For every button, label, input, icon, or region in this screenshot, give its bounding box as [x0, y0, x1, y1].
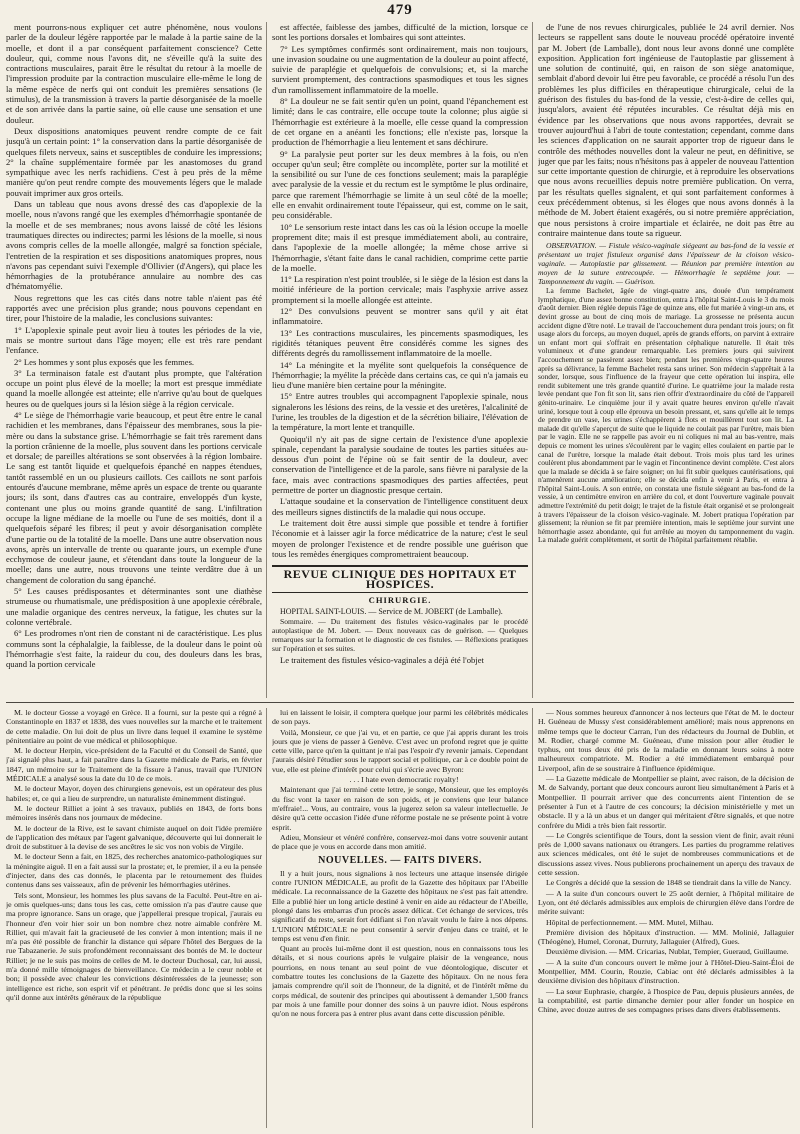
paragraph: Première division des hôpitaux d'instruction. — MM. Molinié, Jallaguier (Théogène), Humel, Coronat, Durruty, Jallaguier (Alfred), Gues. [538, 927, 794, 947]
paragraph: — Nous sommes heureux d'annoncer à nos lecteurs que l'état de M. le docteur H. Guéneau de Mussy s'est considérablement amélioré; mais nous apprenons en même temps que le docteur Carran, l'un des rédacteurs du Journal de Dublin, et M. Rodier, chargé comme M. Guéneau, d'une mission pour aller étudier le typhus, ont tous deux été pris de la maladie en donnant leurs soins à notre malheureux compatriote. M. Rodier a été immédiatement embarqué pour Liverpool, afin de se soustraire à l'influence épidémique. [538, 708, 794, 773]
bottom-column-2 [272, 708, 528, 1128]
paragraph: est affectée, faiblesse des jambes, difficulté de la miction, lorsque ce sont les portions dorsales et lombaires qui sont atteintes. [272, 22, 528, 43]
paragraph: — La sœur Euphrasie, chargée, à l'hospice de Pau, depuis plusieurs années, de la comptabilité, est partie dimanche dernier pour aller fonder un hospice en Chine, avec douze autres de ses compagnes prises dans divers établissements. [538, 986, 794, 1015]
paragraph: 13° Les contractions musculaires, les pincements spasmodiques, les rigidités tétaniques peuvent être considérés comme les signes des différents degrés du ramollissement inflammatoire de la moelle. [272, 327, 528, 359]
top-column-1 [6, 22, 262, 698]
paragraph: — A la suite d'un concours ouvert le 25 août dernier, à l'hôpital militaire de Lyon, ont été déclarés admissibles aux emplois de chirurgien élève dans l'ordre de mérite suivant: [538, 888, 794, 917]
column-divider [266, 22, 267, 698]
paragraph: M. le docteur Senn a fait, en 1825, des recherches anatomico-pathologiques sur la méningite aiguë. Il en a fait aussi sur la prostate; et, le premier, il a eu la pensée d'injecter, dans des cas donnés, le placenta par le retournement des fluides contenus dans ses vaisseaux, afin de prévenir les hémorrhagies utérines. [6, 852, 262, 890]
paragraph: 7° Les symptômes confirmés sont ordinairement, mais non toujours, une invasion soudaine ou une augmentation de la douleur au point affecté, suivie de paraplégie et quelquefois de convulsions; et, si la marche survient promptement, des contractions spasmodiques et tous les signes d'un ramollissement inflammatoire de la moelle. [272, 43, 528, 95]
bottom-column-3 [538, 708, 794, 1128]
paragraph: Adieu, Monsieur et vénéré confrère, conservez-moi dans votre souvenir autant de place que je vous en accorde dans mon amitié. [272, 832, 528, 852]
paragraph: Le Congrès a décidé que la session de 1848 se tiendrait dans la ville de Nancy. [546, 878, 792, 888]
page-number: 479 [387, 2, 413, 18]
paragraph: 11° La respiration n'est point troublée, si le siège de la lésion est dans la moitié inférieure de la portion cervicale; mais l'asphyxie arrive assez promptement si la moelle allongée est atteinte. [272, 274, 528, 305]
paragraph: M. le docteur Herpin, vice-président de la Faculté et du Conseil de Santé, que j'ai signalé plus haut, a fait paraître dans la Gazette médicale de Paris, en février 1847, un mémoire sur le Traitement de la fissure à l'anus, travail que l'UNION MÉDICALE a analysé sous la date du 10 de ce mois. [6, 746, 262, 784]
paragraph: 1° L'apoplexie spinale peut avoir lieu à toutes les périodes de la vie, mais se montre surtout dans l'âge moyen; elle est très rare pendant l'enfance. [6, 324, 262, 356]
paragraph: 4° Le siège de l'hémorrhagie varie beaucoup, et peut être entre le canal rachidien et les membranes, dans l'épaisseur des membranes, sous la pie-mère ou dans la substance grise. L'hémorrhagie se fait très rarement dans la portion crânienne de la moelle, plus souvent dans les portions cervicale et dorsale; de pareilles altérations se sont observées à la région lombaire. Le sang est tantôt liquide et quelquefois épanché en nappes étendues, tantôt rassemblé en un ou plusieurs caillots. Ces caillots ne sont parfois entourés d'aucune membrane, même après un espace de trente ou quarante jours; ils sont, dans d'autres cas au contraire, enveloppés d'un kyste, contenant une plus ou moins grande quantité de sang. L'infiltration occupe la ligne médiane de la moelle ou l'une de ses moitiés, dont il a quelquefois séparé les fibres; il peut y avoir désorganisation complète d'une partie ou de la totalité de la moelle. Dans une autre observation nous avons, après un intervalle de trente ou quarante jours, un exemple d'une ecchymose de couleur jaune, et s'étendant dans toute la longueur de la moelle; dans une autre, nous trouvons une teinte verdâtre due à un changement de coloration du sang épanché. [6, 409, 262, 585]
top-column-3 [538, 22, 794, 698]
paragraph: Dans un tableau que nous avons dressé des cas d'apoplexie de la moelle, nous n'avons rangé que les exemples d'hémorrhagie spontanée de la moelle et de ses membranes; nous avons laissé de côté les lésions traumatiques directes ou indirectes; parmi les lésions de la moelle, si nous avons compris celles de la moelle allongée, malgré sa fonction spéciale, l'entretien de la respiration et ses dispositions anatomiques propres, nous n'avons pas cependant suivi l'exemple d'Ollivier (d'Angers), qui place les hémorrhagies de la protubérance annulaire au nombre des cas d'hématomyélie. [6, 199, 262, 292]
paragraph: 10° Le sensorium reste intact dans les cas où la lésion occupe la moelle proprement dite; mais il est presque immédiatement aboli, au contraire, dans l'apoplexie de la moelle allongée; la même chose arrive si l'hémorrhagie, s'étant faite dans le canal rachidien, comprime cette partie de la moelle. [272, 221, 528, 273]
paragraph: 6° Les prodromes n'ont rien de constant ni de caractéristique. Les plus communs sont la céphalalgie, la faiblesse, de la douleur dans le point où l'hémorrhagie s'est faite, la raideur du cou, des douleurs dans les bras, quand la portion cervicale [6, 628, 262, 670]
paragraph: de l'une de nos revues chirurgicales, publiée le 24 avril dernier. Nos lecteurs se rappellent sans doute le nouveau procédé opératoire inventé par M. Jobert (de Lamballe), dont nous leur avons donné une complète exposition. Application fort ingénieuse de l'autoplastie par glissement à une solution de continuité, qui, en raison de son siège anatomique, semblait d'abord devoir lui être peu favorable, ce procédé a résolu l'un des problèmes les plus difficiles en thérapeutique chirurgicale, celui de la guérison des fistules du bas-fond de la vessie, c'est-à-dire de celles qui, jusqu'alors, avaient été réputées incurables. Ce résultat déjà mis en évidence par les observations que nous avons rapportées, devrait se trouver aujourd'hui à l'abri de toute contestation; cependant, comme dans les sciences d'application on ne saurait apporter trop de rigueur dans le contrôle des méthodes nouvelles dont la valeur ne peut, en définitive, se juger que par les faits; nous n'hésitons pas à appeler de nouveau l'attention sur cette importante question de chirurgie, et à reproduire les observations que nous avons recueillies depuis notre première publication. On verra, par les résultats quelles signalent, et qui sont parfaitement conformes à ceux précédemment obtenus, si les éloges que nous avons donnés à la méthode de M. Jobert étaient exagérés, ou si notre première appréciation, que nous persistons à croire impartiale et éclairée, ne doit pas être au contraire maintenue dans toute sa rigueur. [538, 22, 794, 238]
revue-lead: Le traitement des fistules vésico-vaginales a déjà été l'objet [280, 654, 484, 665]
paragraph: M. le docteur de la Rive, est le savant chimiste auquel on doit l'idée première de l'application des métaux par l'agent galvanique, découverte qui lui donnerait le droit de substituer à la devise de ses ancêtres le sic vos non vobis de Virgile. [6, 823, 262, 852]
paragraph: 15° Entre autres troubles qui accompagnent l'apoplexie spinale, nous signalerons les lésions des reins, de la vessie et des uretères, l'alcalinité de l'urine, les troubles de la digestion et de la sécrétion biliaire, l'élévation de la température, la mort lente et tranquille. [272, 391, 528, 433]
paragraph: 5° Les causes prédisposantes et déterminantes sont une diathèse strumeuse ou rhumatismale, une prédisposition à une apoplexie cérébrale, une maladie organique des centres nerveux, la fatigue, les chutes sur la colonne vertébrale. [6, 586, 262, 627]
paragraph: Maintenant que j'ai terminé cette lettre, je songe, Monsieur, que les employés du fisc vont la taxer en raison de son poids, et je conviens que leur balance m'effraie!... Vous, au contraire, vous la jugerez selon sa valeur intellectuelle. Je désire qu'à cette occasion l'idée d'une réforme postale ne se présente point à votre esprit. [272, 785, 528, 832]
column-divider [266, 708, 267, 1128]
paragraph: Voilà, Monsieur, ce que j'ai vu, et en partie, ce que j'ai appris durant les trois jours que je viens de passer à Genève. C'est avec un profond regret que je quitte cette ville, parce qu'en la quittant je n'ai pas l'espoir d'y revenir jamais. Cependant j'aurais désiré l'étudier sous le rapport social et politique, car à ce double point de vue, elle est pleine d'intérêt pour celui qui s'écrie avec Byron: [272, 727, 528, 774]
paragraph: Deux dispositions anatomiques peuvent rendre compte de ce fait jusqu'à un certain point: 1° la conservation dans la partie désorganisée de quelques filets nerveux, sains et susceptibles de conduire les impressions; 2° la chaîne supplémentaire formée par les anastomoses du grand sympathique avec les nerfs rachidiens. C'est à peu près de la même manière qu'on peut rendre compte des mouvements légers que le malade pouvait imprimer aux gros orteils. [6, 125, 262, 198]
revue-hospital: HOPITAL SAINT-LOUIS. — Service de M. JOBERT (de Lamballe). [280, 607, 503, 617]
section-divider [6, 702, 794, 703]
revue-subtitle: CHIRURGIE. [368, 594, 432, 605]
paragraph: 8° La douleur ne se fait sentir qu'en un point, quand l'épanchement est limité; dans le cas contraire, elle occupe toute la colonne; plus aigüe si l'hémorrhagie est extérieure à la moelle, elle cesse quand la compression de cet organe en a anéanti les fonctions; elle n'existe pas, lorsque la production de l'hémorrhagie a lieu lentement et sans déchirure. [272, 96, 528, 148]
paragraph: lui en laissent le loisir, il comptera quelque jour parmi les célébrités médicales de son pays. [272, 708, 528, 727]
paragraph: — A la suite d'un concours ouvert le même jour à l'Hôtel-Dieu-Saint-Éloi de Montpellier, MM. Courin, Rouzie, Cabiac ont été déclarés admissibles à la deuxième division des hôpitaux d'instruction. [538, 957, 794, 986]
paragraph: L'attaque soudaine et la conservation de l'intelligence constituent deux des meilleurs signes distinctifs de la maladie qui nous occupe. [272, 496, 528, 517]
paragraph: M. le docteur Rilliet a joint à ses travaux, publiés en 1843, de forts bons mémoires insérés dans nos journaux de médecine. [6, 803, 262, 823]
revue-summary: Sommaire. — Du traitement des fistules vésico-vaginales par le procédé autoplastique de M. Jobert. — Deux nouveaux cas de guérison. — Quelques remarques sur la formation et le diagnostic de ces fistules. — Réflexions pratiques sur l'opération et ses suites. [272, 617, 528, 653]
column-divider [532, 708, 533, 1128]
top-column-2 [272, 22, 528, 698]
paragraph: Deuxième division. — MM. Cricarias, Nublat, Tempier, Gueraud, Guillaume. [546, 947, 789, 957]
paragraph: M. le docteur Mayor, doyen des chirurgiens genevois, est un opérateur des plus habiles; et, ce qui a lieu de surprendre, un naturaliste éminemment distingué. [6, 784, 262, 803]
paragraph: Le traitement doit être aussi simple que possible et tendre à fortifier l'économie et à laisser agir la force médicatrice de la nature; c'est le seul moyen de prolonger l'existence et de rendre possible une guérison que tous les remèdes énergiques compromettraient beaucoup. [272, 517, 528, 559]
column-divider [532, 22, 533, 698]
paragraph: 2° Les hommes y sont plus exposés que les femmes. [14, 356, 195, 367]
paragraph: Quant au procès lui-même dont il est question, nous en connaissons tous les détails, et si nous courions après le vulgaire plaisir de la vengeance, nous pourrions, en nous tenant au seul point de vue déontologique, discuter et combattre toutes les conclusions de la Gazette des hôpitaux. On ne nous fera jamais comprendre qu'il soit de l'honneur, de la dignité, et de l'intérêt même du corps médical, de soutenir des principes qui aboutissent à demander 1,500 francs par mois à une famille pour donner des soins à un pauvre idiot. Nous espérons qu'on ne nous forcera pas à entrer plus avant dans cette discussion pénible. [272, 944, 528, 1019]
paragraph: 3° La terminaison fatale est d'autant plus prompte, que l'altération occupe un point plus élevé de la moelle; la mort est presque immédiate quand la moelle allongée est atteinte; elle n'arrive qu'au bout de quelques heures ou de quelques jours si la lésion siège à la région cervicale. [6, 367, 262, 409]
paragraph: 14° La méningite et la myélite sont quelquefois la conséquence de l'hémorrhagie; la myélite la précède dans certains cas, ce qui n'a jamais eu lieu d'une manière bien certaine pour la méningite. [272, 359, 528, 391]
byron-quote: . . . I hate even democratic royalty! [349, 775, 459, 785]
observation-body: La femme Bachelet, âgée de vingt-quatre ans, douée d'un tempérament lymphatique, d'une assez bonne constitution, entra à l'hôpital Saint-Louis le 3 du mois d'août dernier. Bien réglée depuis l'âge de quinze ans, elle fut mariée à vingt-un ans, et devint grosse au bout de cinq mois de mariage. La grossesse ne présenta aucun accident digne d'être noté. Le travail de l'accouchement dura pendant trois jours; on fit usage alors du forceps, au moyen duquel, après de grands efforts, on parvint à extraire un enfant mort qui s'offrait en présentation céphalique naturelle. Il était très volumineux et d'une grandeur remarquable. Les premiers jours qui suivirent l'accouchement se passèrent assez bien; pendant les premières vingt-quatre heures après sa délivrance, la femme Bachelet resta sans uriner. Son médecin s'apprêtait à la sonder, lorsque, sous l'influence de la frayeur que cette opération lui inspira, elle rendit subitement une très grande quantité d'urine. Le quatrième jour la malade resta levée pendant que l'on fit son lit, sans rien offrir d'extraordinaire du côté de l'appareil génito-urinaire. Le cinquième jour il y avait quatre heures environ qu'elle n'avait uriné, lorsque tout à coup elle éprouva un besoin pressant, et, sans qu'elle ait le temps de prendre un vase, les urines s'échappèrent à flots et mouillèrent tout son lit. La malade dit qu'elle s'aperçut de suite que le liquide ne coulait pas par l'urètre, mais bien par le vagin. Elle ne se rappelle pas avoir eu ni coliques ni mal au bas-ventre, mais depuis ce moment les urines s'écoulèrent par le vagin; elles coulaient en partie par le canal de l'urètre, lorsque la malade était debout. Trois mois plus tard les urines coulèrent plus abondamment par le vagin et l'incontinence devint complète. C'est alors que la malade se décida à se faire soigner; on lui fit subir quelques cautérisations, qui n'amenèrent aucune amélioration; elle se décida enfin à venir à Paris, et entra à l'hôpital Saint-Louis. A son entrée, on constata une fistule siégeant au bas-fond de la vessie, à un centimètre environ en arrière du col, et dont l'ouverture vaginale pouvait admettre l'extrémité du petit doigt; le trajet de la fistule était organisé et se prolongeait à travers l'épaisseur de la cloison vésico-vaginale. M. Jobert pratiqua l'opération par glissement; la réunion se fit par première intention, mais le septième jour survint une hémorrhagie assez abondante, qui fut arrêtée au moyen du tamponnement du vagin. La malade guérit complètement, et sortit de l'hôpital parfaitement rétablie. [538, 286, 794, 545]
revue-title: REVUE CLINIQUE DES HOPITAUX ET HOSPICES. [272, 565, 528, 593]
paragraph: Hôpital de perfectionnement. — MM. Mutel, Milhau. [546, 917, 714, 927]
news-title: NOUVELLES. — FAITS DIVERS. [318, 855, 482, 867]
paragraph: — La Gazette médicale de Montpellier se plaint, avec raison, de la décision de M. de Salvandy, portant que deux concours auront lieu simultanément à Paris et à Montpellier. Il pourrait arriver que des concurrents aient l'intention de se présenter à l'un et à l'autre de ces concours; la décision ministérielle y met un obstacle. Il y a là un abus et un danger qui méritaient d'être signalés, et que notre confrère du Midi a très bien fait ressortir. [538, 774, 794, 830]
paragraph: 12° Des convulsions peuvent se montrer sans qu'il y ait état inflammatoire. [272, 306, 528, 327]
bottom-column-1 [6, 708, 262, 1128]
paragraph: ment pourrons-nous expliquer cet autre phénomène, nous voulons parler de la douleur légère rapportée par le malade à la partie saine de la moelle, et dont il a par conséquent parfaitement conscience? Cette douleur, qui, comme nous l'avons dit, ne s'éveille qu'à la suite des contractions musculaires, parait être le résultat du retour à la moelle de l'impression produite par la contraction musculaire elle-même le long de la même espèce de nerfs qui ont conduit les premières sensations (le stimulus), de la transmission à travers la partie désorganisée de la moelle et de son arrivée dans la partie saine, où elle cause une sensation et une douleur. [6, 22, 262, 125]
paragraph: — Le Congrès scientifique de Tours, dont la session vient de finir, avait réuni près de 1,000 savans nationaux ou étrangers. Les parties du programme relatives aux sciences médicales, ont été le sujet de nombreuses communications et de discussions assez vives. Nous publierons prochainement un aperçu des travaux de cette session. [538, 830, 794, 878]
paragraph: M. le docteur Gosse a voyagé en Grèce. Il a fourni, sur la peste qui a régné à Constantinople en 1837 et 1838, des vues nouvelles sur la marche et le traitement de cette maladie. On lui doit de plus un livre dans lequel il examine le système pénitentiaire au point de vue médical et philosophique. [6, 708, 262, 745]
paragraph: Tels sont, Monsieur, les hommes les plus savans de la Faculté. Peut-être en ai-je omis quelques-uns; dans tous les cas, cette omission n'a pas d'autre cause que ma propre ignorance. Sans un orage, que j'appellerai presque tropical, j'aurais eu l'honneur d'en voir hier soir un bon nombre chez notre aimable confrère M. Rilliet, qui m'avait fait la gracieuseté de les convier à mon intention; mais il ne m'a pas été possible de franchir la distance qui sépare l'hôtel des Bergues de la rue Tabazanerie. Je suis profondément reconnaissant des bontés de M. le docteur Rilliet; je ne le suis pas moins de celles de M. le docteur Duchosal, car, lui aussi, m'a donné mille témoignages de bienveillance. Ce médecin a le cœur noble et bon; il possède avec chaleur les convictions désintéressées de la jeunesse; son intelligence est riche, son esprit vif et pénétrant. Je prédis donc que si les soins qu'il donne aux intérêts généraux de la république [6, 890, 262, 1002]
paragraph: Quoiqu'il n'y ait pas de signe certain de l'existence d'une apoplexie spinale, cependant la paralysie soudaine de toutes les parties situées au-dessous d'un point de l'épine où se fait sentir de la douleur, avec conservation de l'intelligence et de la parole, sans fièvre ni paralysie de la face, mais avec contractions spasmodiques des parties affectées, peut permettre de porter un diagnostic presque certain. [272, 433, 528, 496]
paragraph: Il y a huit jours, nous signalions à nos lecteurs une attaque insensée dirigée contre l'UNION MÉDICALE, au profit de la Gazette des hôpitaux par l'Abeille médicale. La reconnaissance de la Gazette des hôpitaux ne s'est pas fait attendre. Elle a publié hier un long article destiné à venir en aide au rédacteur de l'Abeille, plongé dans les embarras d'un procès assez délicat. Cet échange de services, très significatif du reste, serait fort édifiant si l'on n'avait voulu le faire à nos dépens. L'UNION MÉDICALE ne peut consentir à servir d'enjeu dans ce traité, et le temps est venu d'en finir. [272, 868, 528, 943]
observation-heading: OBSERVATION. — Fistule vésico-vaginale siégeant au bas-fond de la vessie et présentant un trajet fistuleux organisé dans l'épaisseur de la cloison vésico-vaginale. — Autoplastie par glissement. — Réunion par première intention au moyen de la suture entrecoupée. — Hémorrhagie le septième jour. — Tamponnement du vagin. — Guérison. [538, 241, 794, 287]
paragraph: Nous regrettons que les cas cités dans notre table n'aient pas été rapportés avec une précision plus grande; nous pouvons cependant en tirer, pour l'histoire de la maladie, les conclusions suivantes: [6, 292, 262, 324]
paragraph: 9° La paralysie peut porter sur les deux membres à la fois, ou n'en occuper qu'un seul; être complète ou incomplète, porter sur la motilité et la sensibilité ou sur l'une de ces fonctions seulement; mais la paraplégie avec paralysie de la vessie et du rectum est le symptôme le plus ordinaire, parce que rarement l'hémorrhagie se limite à un seul côté de la moelle; elle en envahit ordinairement toute l'épaisseur, qui est, comme on le sait, peu considérable. [272, 148, 528, 221]
